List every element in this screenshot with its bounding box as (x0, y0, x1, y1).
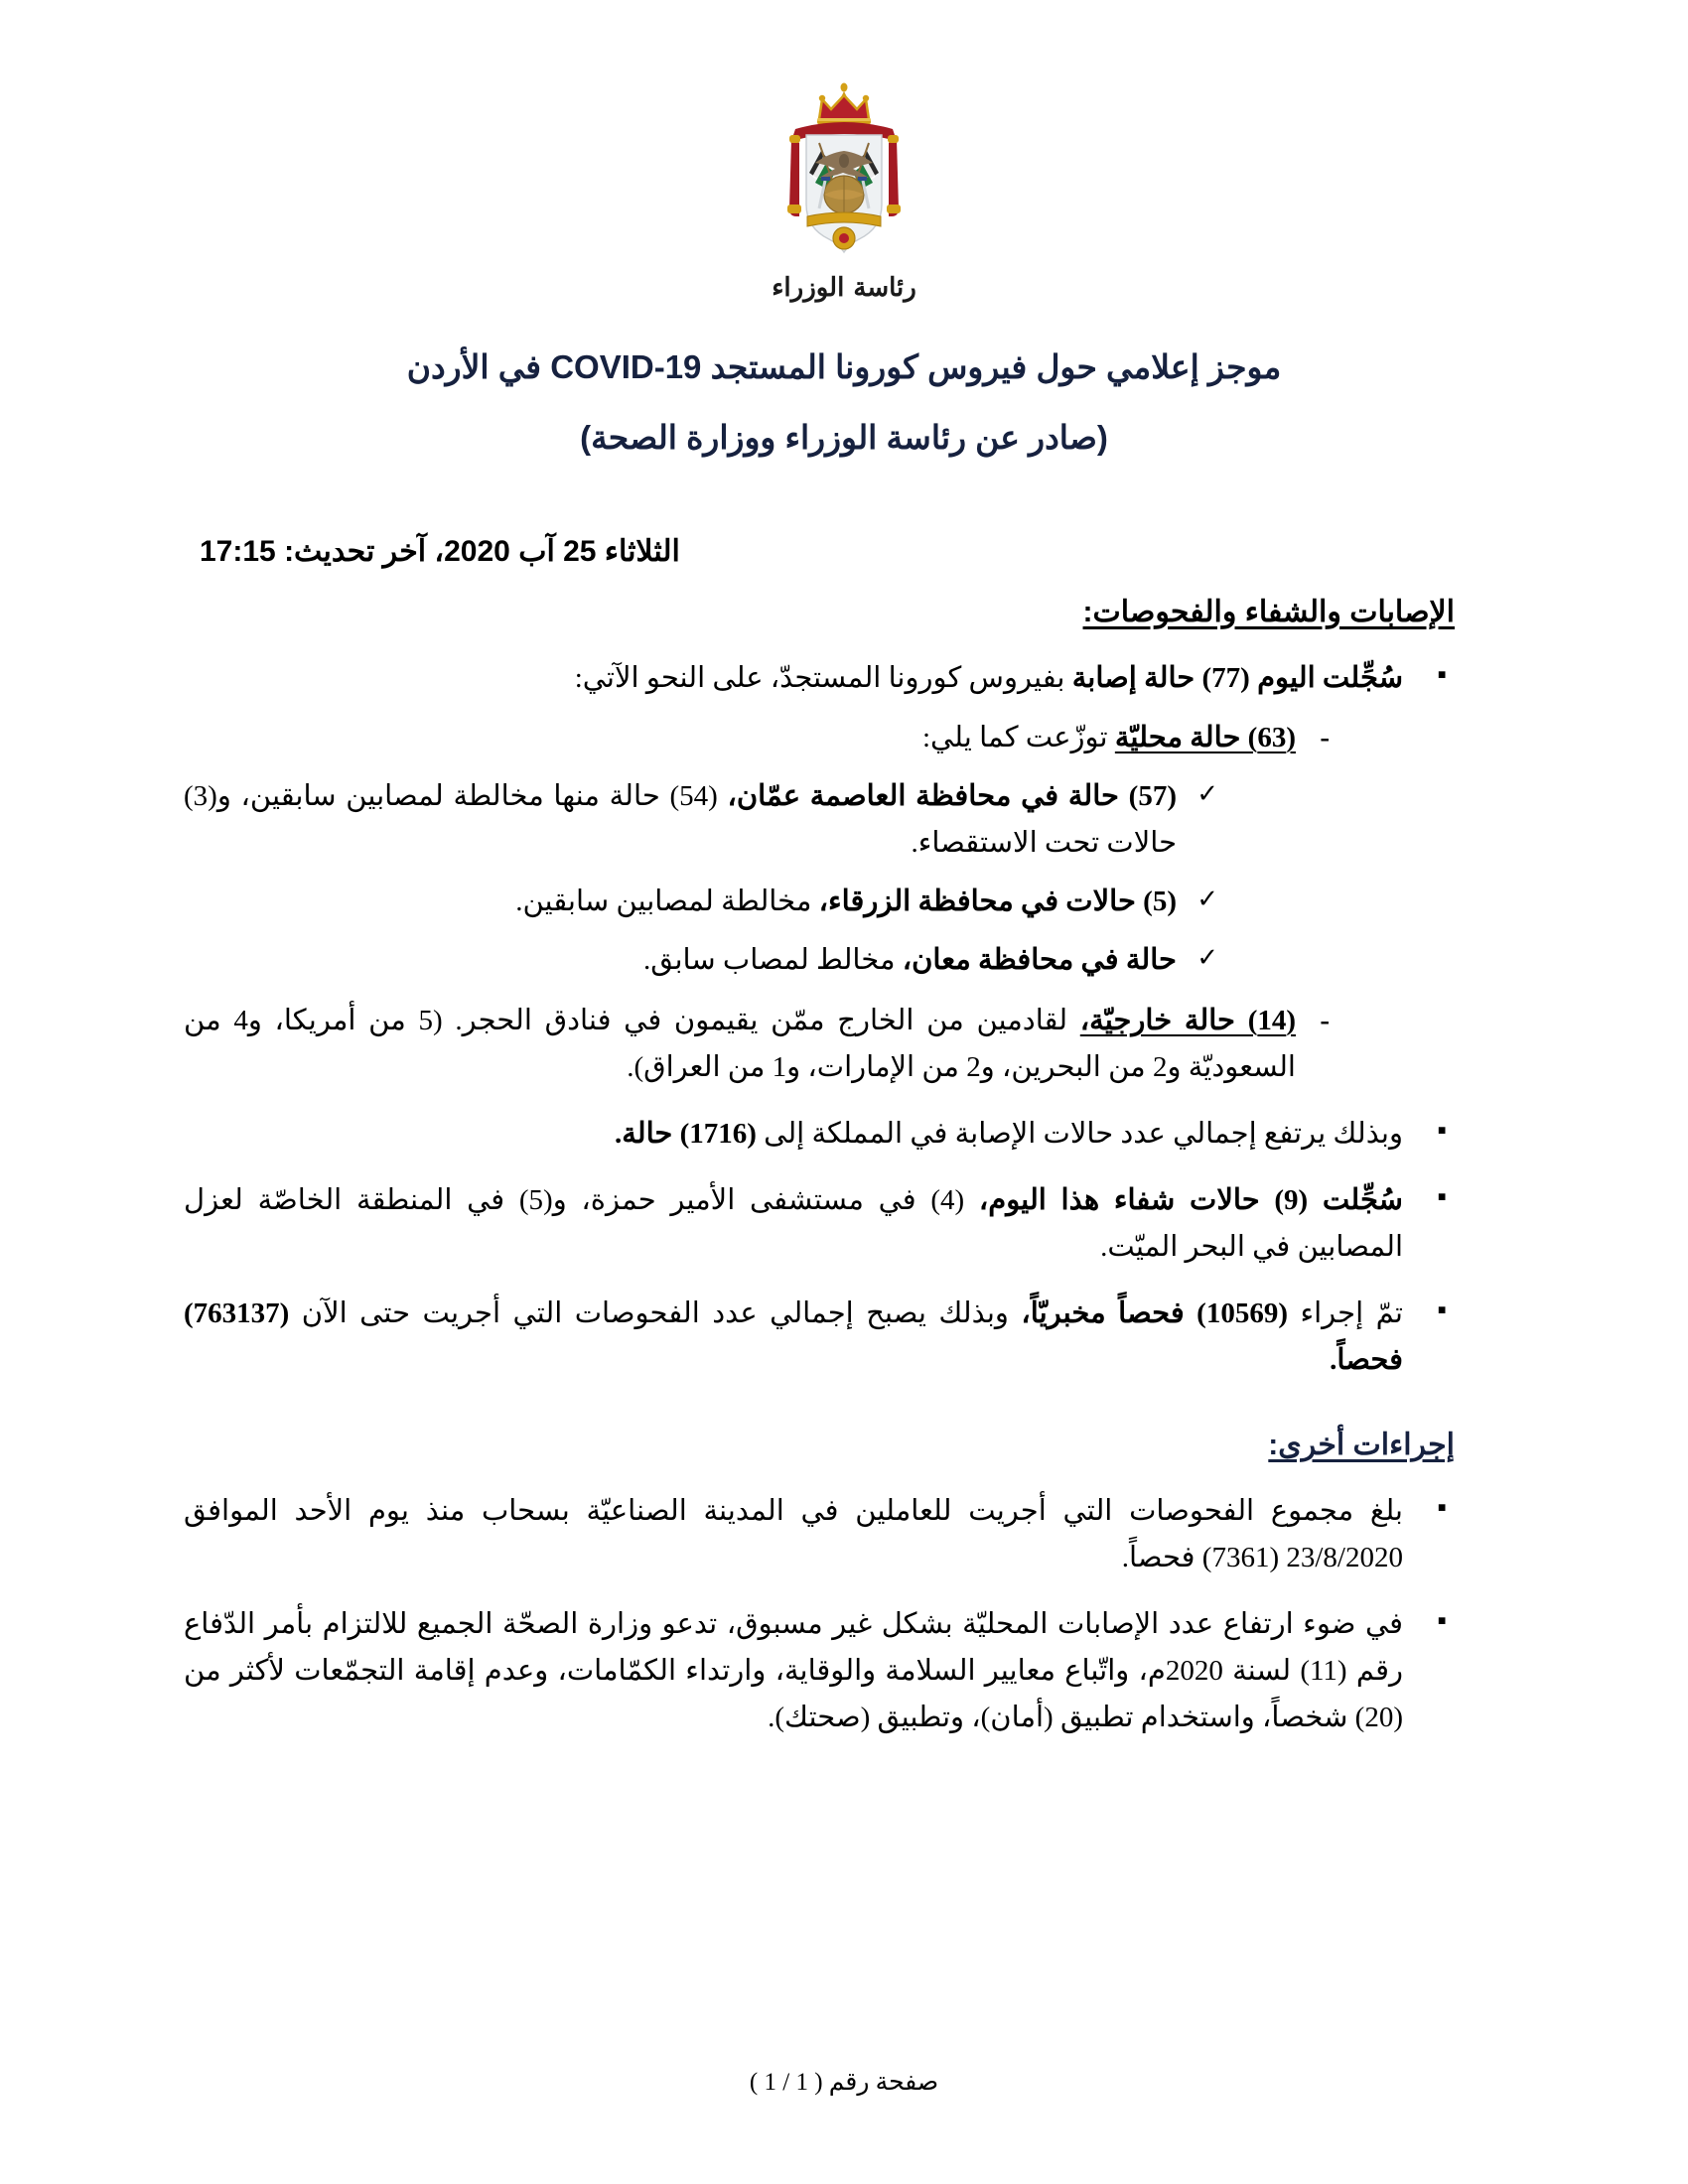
document-body (0, 534, 1688, 1741)
other-measures-list (184, 1488, 1455, 1741)
emblem-caption: رئاسة الوزراء (772, 273, 916, 303)
list-item-external-cases (184, 998, 1339, 1091)
list-item-governorate-zarqa (184, 879, 1224, 925)
case-breakdown-list (184, 715, 1403, 1091)
list-item-governorate-maan (184, 937, 1224, 984)
tests-middle-text: وبذلك يصبح إجمالي عدد الفحوصات التي أجريت حتى الآن (289, 1297, 1022, 1330)
section-heading-other-measures: إجراءات أخرى: (1268, 1429, 1455, 1462)
sahab-tests-date: 23/8/2020 (1286, 1542, 1403, 1574)
page-title: موجز إعلامي حول فيروس كورونا المستجد COVID-19 في الأردن (406, 348, 1282, 385)
sahab-tests-prefix: بلغ مجموع الفحوصات التي أجريت للعاملين في المدينة الصناعيّة بسحاب منذ يوم الأحد الموافق (184, 1495, 1403, 1528)
zarqa-cases-detail: مخالطة لمصابين سابقين. (515, 886, 819, 918)
tests-today-value: (10569) فحصاً مخبريّاً، (1021, 1297, 1289, 1330)
external-cases-detail: لقادمين من الخارج ممّن يقيمون في فنادق الحجر. (5 من أمريكا، و4 من السعوديّة و2 من البحرين، و2 من الإمارات، و1 من العراق). (184, 1005, 1296, 1084)
total-cases-value: (1716) حالة. (614, 1118, 757, 1151)
list-item-governorate-amman (184, 773, 1224, 867)
document-header-emblem (0, 0, 1688, 303)
zarqa-cases-label: (5) حالات في محافظة الزرقاء، (818, 886, 1177, 918)
list-item-total-cases (184, 1111, 1455, 1158)
section-heading-cases: الإصابات والشفاء والفحوصات: (1082, 595, 1455, 628)
list-item-recoveries (184, 1177, 1455, 1271)
local-cases-governorate-list (184, 773, 1296, 984)
maan-cases-detail: مخالط لمصاب سابق. (643, 944, 903, 977)
tests-prefix: تمّ إجراء (1288, 1297, 1403, 1330)
list-item-new-cases (184, 655, 1455, 1092)
list-item-sahab-tests (184, 1488, 1455, 1581)
new-cases-rest: بفيروس كورونا المستجدّ، على النحو الآتي: (574, 661, 1072, 694)
local-cases-label: (63) حالة محليّة (1114, 722, 1296, 754)
list-item-local-cases (184, 715, 1339, 984)
recoveries-detail: (4) في مستشفى الأمير حمزة، و(5) في المنطقة الخاصّة لعزل المصابين في البحر الميّت. (184, 1184, 1403, 1264)
page-subtitle: (صادر عن رئاسة الوزراء ووزارة الصحة) (580, 418, 1108, 456)
new-cases-count-text: سُجِّلت اليوم (77) حالة إصابة (1071, 661, 1403, 694)
sahab-tests-suffix: فحصاً. (1121, 1542, 1202, 1574)
page-footer: صفحة رقم ( 1 / 1 ) (749, 2069, 939, 2096)
list-item-tests (184, 1291, 1455, 1384)
total-cases-prefix: وبذلك يرتفع إجمالي عدد حالات الإصابة في المملكة إلى (756, 1118, 1403, 1151)
external-cases-label: (14) حالة خارجيّة، (1079, 1005, 1297, 1037)
list-item-health-ministry-appeal: ▪ في ضوء ارتفاع عدد الإصابات المحليّة بشكل غير مسبوق، تدعو وزارة الصحّة الجميع للالتزام بأمر الدّفاع رقم (11) لسنة 2020م، واتّباع معايير السلامة والوقاية، وارتداء الكمّامات، وعدم إقامة التجمّعات لأكثر من (20) شخصاً، واستخدام تطبيق (أمان)، وتطبيق (صحتك). (184, 1601, 1455, 1741)
amman-cases-label: (57) حالة في محافظة العاصمة عمّان، (727, 780, 1177, 813)
sahab-tests-count: (7361) (1201, 1542, 1280, 1574)
amman-cases-detail: (54) حالة منها مخالطة لمصابين سابقين، و(3) حالات تحت الاستقصاء. (184, 780, 1177, 860)
tests-total-value: (763137) فحصاً. (184, 1297, 1403, 1377)
local-cases-rest: توزّعت كما يلي: (921, 722, 1115, 754)
maan-cases-label: حالة في محافظة معان، (902, 944, 1177, 977)
jordan-coat-of-arms-icon (760, 77, 928, 271)
date-and-last-update: الثلاثاء 25 آب 2020، آخر تحديث: 17:15 (200, 534, 680, 568)
recoveries-label: سُجِّلت (9) حالات شفاء هذا اليوم، (978, 1184, 1403, 1217)
cases-list (184, 655, 1455, 1385)
